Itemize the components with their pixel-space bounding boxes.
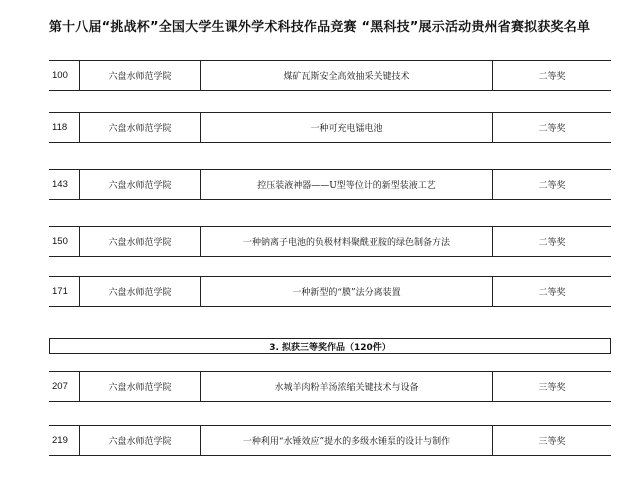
row-number: 150 [52, 236, 68, 247]
section-header: 3. 拟获三等奖作品（120件） [49, 338, 611, 354]
row-award: 三等奖 [538, 437, 566, 447]
row-project: 煤矿瓦斯安全高效抽采关键技术 [201, 61, 493, 90]
row-project: 控压装液神器——U型等位计的新型装液工艺 [201, 170, 493, 199]
row-number: 100 [52, 70, 68, 81]
table-row [49, 276, 611, 307]
row-school: 六盘水师范学院 [79, 227, 201, 256]
row-school: 六盘水师范学院 [79, 170, 201, 199]
row-project: 水城羊肉粉羊汤浓缩关键技术与设备 [201, 372, 493, 401]
table-row [49, 112, 611, 143]
row-school: 六盘水师范学院 [79, 277, 201, 306]
row-project: 一种利用“水锤效应”提水的多级水锤泵的设计与制作 [201, 426, 493, 455]
row-award: 二等奖 [538, 288, 566, 298]
row-school: 六盘水师范学院 [79, 426, 201, 455]
row-award: 二等奖 [538, 181, 566, 191]
row-school: 六盘水师范学院 [79, 113, 201, 142]
row-number: 207 [52, 381, 68, 392]
page-title: 第十八届“挑战杯”全国大学生课外学术科技作品竞赛 “黑科技”展示活动贵州省赛拟获奖名单 [48, 20, 591, 35]
table-row [49, 60, 611, 91]
row-project: 一种新型的“膜”法分离装置 [201, 277, 493, 306]
table-row [49, 371, 611, 402]
row-project: 一种可充电镭电池 [201, 113, 493, 142]
row-project: 一种钠离子电池的负极材料聚酰亚胺的绿色制备方法 [201, 227, 493, 256]
row-award: 二等奖 [538, 238, 566, 248]
row-award: 三等奖 [538, 383, 566, 393]
row-number: 219 [52, 435, 68, 446]
row-award: 二等奖 [538, 124, 566, 134]
row-award: 二等奖 [538, 72, 566, 82]
row-school: 六盘水师范学院 [79, 372, 201, 401]
row-school: 六盘水师范学院 [79, 61, 201, 90]
row-number: 143 [52, 179, 68, 190]
row-number: 171 [52, 286, 68, 297]
table-row [49, 425, 611, 456]
table-row [49, 169, 611, 200]
row-number: 118 [52, 122, 68, 133]
table-row [49, 226, 611, 257]
